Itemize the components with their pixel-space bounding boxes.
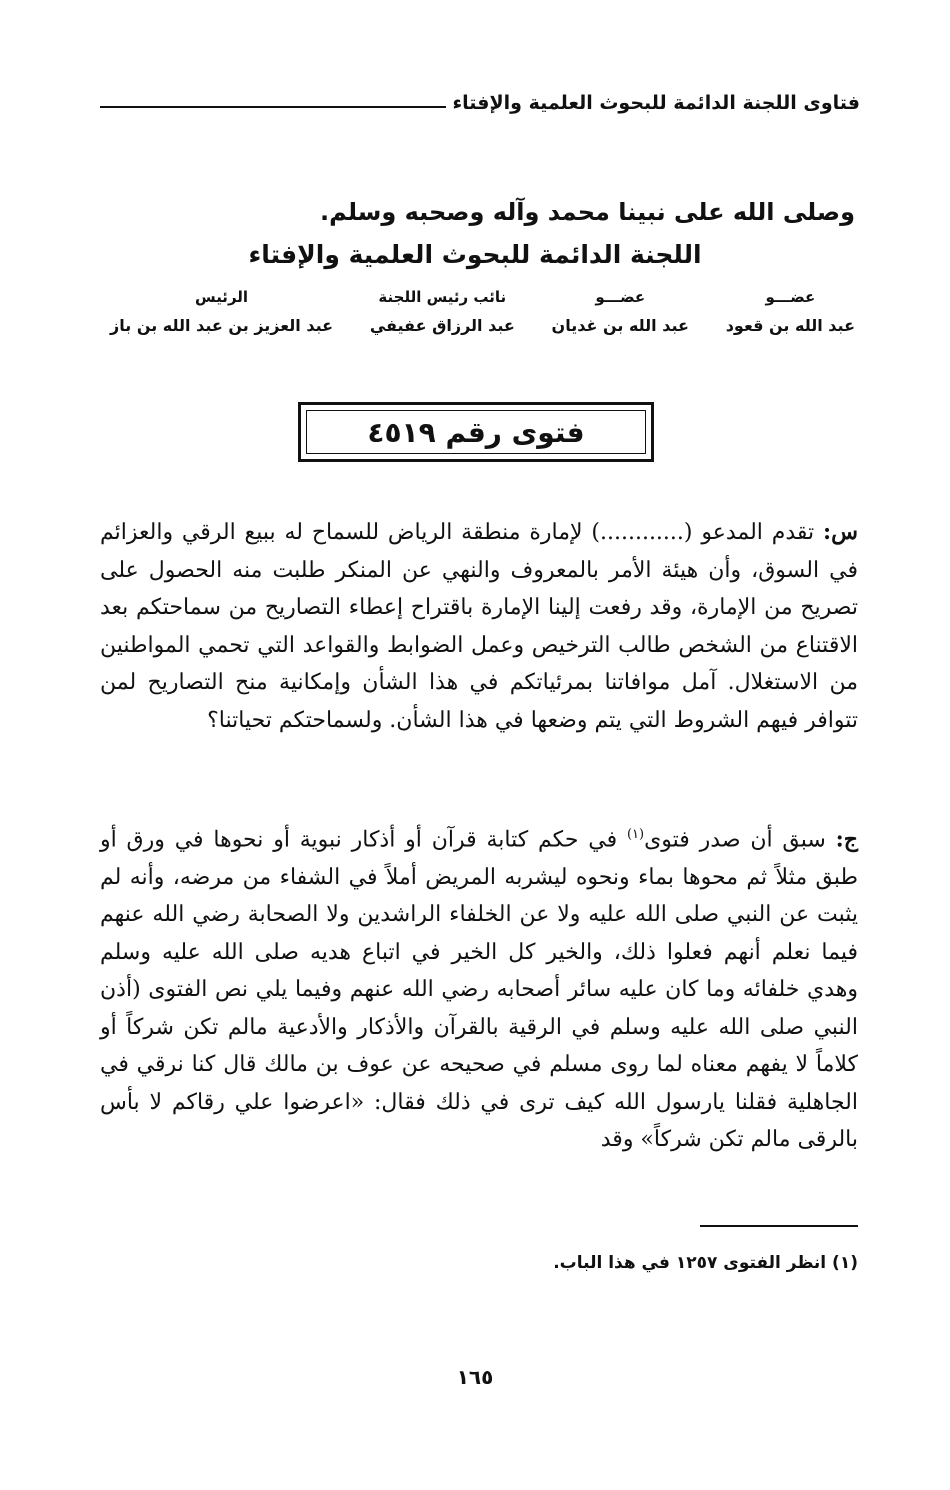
signatories xyxy=(110,288,855,335)
signatory-name: عبد العزيز بن عبد الله بن باز xyxy=(110,316,334,335)
signatory-vice-chair xyxy=(370,288,515,335)
answer-paragraph xyxy=(100,816,858,1159)
signatory-role: عضـــو xyxy=(765,288,816,306)
footnote-marker: (١) xyxy=(626,827,645,842)
answer-text-start: سبق أن صدر فتوى xyxy=(644,827,836,853)
signatory-name: عبد الله بن قعود xyxy=(725,316,855,335)
signatory-member-2 xyxy=(552,288,689,335)
question-text: تقدم المدعو (............) لإمارة منطقة الرياض للسماح له ببيع الرقي والعزائم في السوق، وأن هيئة الأمر بالمعروف والنهي عن المنكر طلبت منه الحصول على تصريح من الإمارة، وقد رفعت إلينا الإمارة باقتراح إعطاء التصاريح من سماحتكم بعد الاقتناع من الشخص طالب الترخيص وعمل الضوابط والقواعد التي تحمي المواطنين من الاستغلال. آمل موافاتنا بمرئياتكم في هذا الشأن وإمكانية منح التصاريح لمن تتوافر فيهم الشروط التي يتم وضعها في هذا الشأن. ولسماحتكم تحياتنا؟ xyxy=(100,520,858,733)
signatory-member-1 xyxy=(726,288,855,335)
footnote-divider xyxy=(700,1225,858,1227)
header-title: فتاوى اللجنة الدائمة للبحوث العلمية والإفتاء xyxy=(452,92,860,114)
signatory-name: عبد الرزاق عفيفي xyxy=(369,316,515,335)
fatwa-title-box xyxy=(298,402,654,462)
answer-lead: ج: xyxy=(835,826,858,853)
header-rule xyxy=(100,106,446,108)
question-lead: س: xyxy=(823,519,858,545)
signatory-role: نائب رئيس اللجنة xyxy=(378,288,507,306)
fatwa-title: فتوى رقم ٤٥١٩ xyxy=(306,410,646,454)
answer-text-rest: في حكم كتابة قرآن أو أذكار نبوية أو نحوها في ورق أو طبق مثلاً ثم محوها بماء ونحوه ليشربه المريض أملاً في الشفاء من مرضه، وأنه لم يثبت عن النبي صلى الله عليه ولا عن الخلفاء الراشدين ولا الصحابة رضي الله عنهم فيما نعلم أنهم فعلوا ذلك، والخير كل الخير في اتباع هديه صلى الله عليه وسلم وهدي خلفائه وما كان عليه سائر أصحابه رضي الله عنهم وفيما يلي نص الفتوى (أذن النبي صلى الله عليه وسلم في الرقية بالقرآن والأذكار والأدعية مالم تكن شركاً أو كلاماً لا يفهم معناه لما روى مسلم في صحيحه عن عوف بن مالك قال كنا نرقي في الجاهلية فقلنا يارسول الله كيف ترى في ذلك فقال: «اعرضوا علي رقاكم لا بأس بالرقى مالم تكن شركاً» وقد xyxy=(100,827,858,1153)
footnote: (١) انظر الفتوى ١٢٥٧ في هذا الباب. xyxy=(553,1253,858,1273)
committee-name: اللجنة الدائمة للبحوث العلمية والإفتاء xyxy=(248,240,702,269)
running-header xyxy=(100,82,860,114)
signatory-chair xyxy=(110,288,333,335)
closing-prayer: وصلى الله على نبينا محمد وآله وصحبه وسلم. xyxy=(320,198,855,226)
signatory-name: عبد الله بن غديان xyxy=(551,316,689,335)
page-number: ١٦٥ xyxy=(456,1365,494,1389)
signatory-role: الرئيس xyxy=(194,288,249,306)
question-paragraph xyxy=(100,514,858,739)
signatory-role: عضـــو xyxy=(595,288,646,306)
